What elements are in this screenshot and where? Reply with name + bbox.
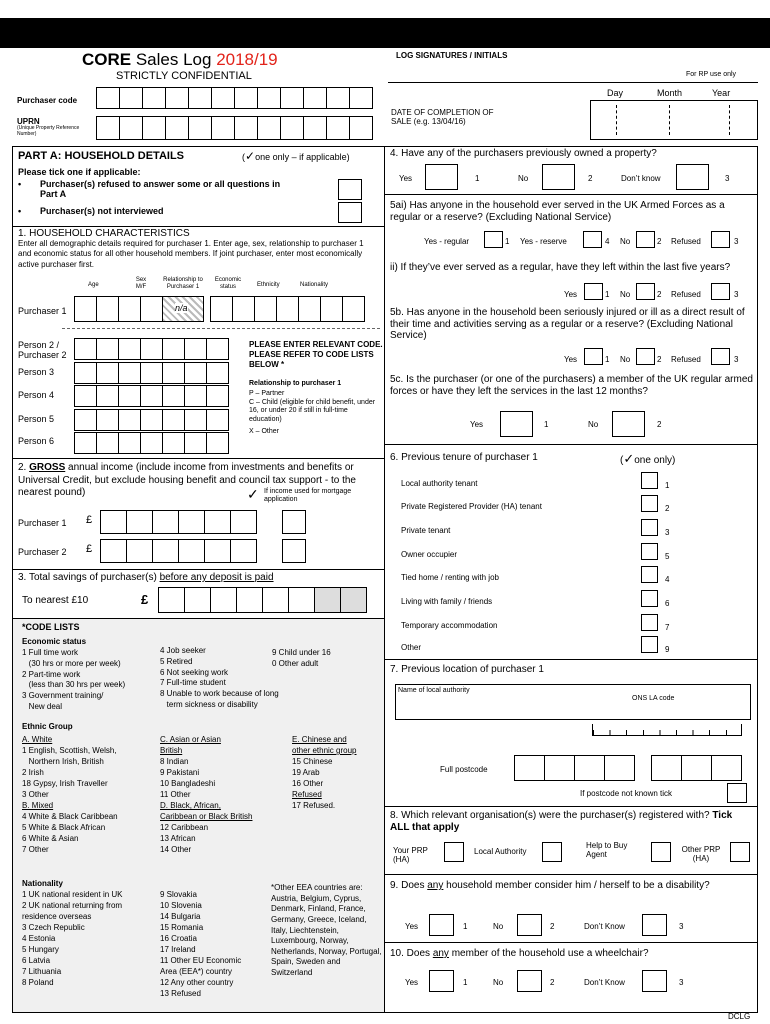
q5c-box-2[interactable] [612,411,645,437]
q9-no: No [493,922,504,931]
q6-option-code: 2 [665,504,670,513]
q5aii-box-3[interactable] [711,283,730,300]
q8-la-box[interactable] [542,842,562,862]
s1-title: 1. HOUSEHOLD CHARACTERISTICS [18,228,190,239]
nat-col-b: 9 Slovakia 10 Slovenia 14 Bulgaria 15 Romania 16 Croatia 17 Ireland 11 Other EU Economic Area (EEA*) country 12 Any other country 13 Refused [160,890,242,999]
q5ai-box-4[interactable] [583,231,602,248]
mortgage-note: If income used for mortgage application [264,488,352,504]
q7-not-known: If postcode not known tick [580,789,673,798]
person6-label: Person 6 [18,436,55,446]
q8-tick-all: Tick ALL that apply [390,810,733,833]
q4-dk: Don’t know [621,174,661,183]
purchaser-code-label: Purchaser code [17,96,78,105]
q6-option-checkbox[interactable] [641,519,658,536]
title-core: CORE [82,50,132,69]
s3-title-underline: before any deposit is paid [159,572,274,583]
q9-box-2[interactable] [517,914,542,936]
q5c-n1: 1 [544,420,549,429]
bullet-1: • [18,179,22,189]
uprn-label: UPRN [17,117,40,126]
q6-option-checkbox[interactable] [641,614,658,631]
person4-row[interactable] [74,385,229,407]
q5ai-box-2[interactable] [636,231,655,248]
q6-option-checkbox[interactable] [641,636,658,653]
date-completion-label: DATE OF COMPLETION OF SALE (e.g. 13/04/16) [391,108,494,127]
q8-other-box[interactable] [730,842,750,862]
q7-ons: ONS LA code [632,695,675,702]
q5b-title: 5b. Has anyone in the household been seriously injured or ill as a direct result of their time and activities serving as a regular or a reserve? (Excluding National Service) [390,307,745,341]
q6-option-code: 5 [665,552,670,561]
q6-option-label: Owner occupier [401,550,458,559]
q9-n3: 3 [679,922,684,931]
q5ai-n3: 3 [734,237,739,246]
q5b-n2: 2 [657,355,662,364]
s3-title: 3. Total savings of purchaser(s) before any deposit is paid [18,572,274,583]
econ-col2: 4 Job seeker 5 Retired 6 Not seeking work 7 Full-time student 8 Unable to work because of long term sickness or disability [160,646,279,709]
s1-intro: Enter all demographic details required for purchaser 1. Enter age, sex, relationship to purchaser 1 and economic status for all other household members. If joint purchaser, enter most economically active purchaser first. [18,239,364,269]
q10-no: No [493,978,504,987]
q8-prp-box[interactable] [444,842,464,862]
q7-postcode-input-1[interactable] [514,755,635,781]
header-band [0,18,770,48]
na-text: n/a [175,303,188,313]
econ-col1: 1 Full time work (30 hrs or more per week) 2 Part-time work (less than 30 hrs per week) 3 Government training/ New deal [22,648,126,711]
q6-title: 6. Previous tenure of purchaser 1 [390,452,538,463]
q10-n3: 3 [679,978,684,987]
s2-p2-income[interactable] [100,539,257,563]
person2-row[interactable] [74,338,229,360]
s3-pound: £ [141,592,149,607]
q4-box-3[interactable] [676,164,709,190]
q4-n2: 2 [588,174,593,183]
q5ai-title: 5ai) Has anyone in the household ever served in the UK Armed Forces as a regular or a reserve? (Excluding National Service) [390,200,725,223]
col-rel: Relationship to Purchaser 1 [163,277,203,290]
q5b-yes: Yes [564,355,578,364]
s2-p1-label: Purchaser 1 [18,518,67,528]
person5-label: Person 5 [18,414,55,424]
strictly-confidential: STRICTLY CONFIDENTIAL [116,70,252,82]
q6-option-checkbox[interactable] [641,566,658,583]
s3-nearest: To nearest £10 [22,595,89,606]
q5ai-reg: Yes - regular [424,237,470,246]
nat-col-a: 1 UK national resident in UK 2 UK national returning from residence overseas 3 Czech Republic 4 Estonia 5 Hungary 6 Latvia 7 Lithuania 8 Poland [22,890,123,988]
code-lists-title: *CODE LISTS [22,622,80,632]
s3-savings-input[interactable] [158,587,367,613]
person6-row[interactable] [74,432,229,454]
purchaser1-row[interactable] [74,296,163,322]
q4-n3: 3 [725,174,730,183]
q5b-box-2[interactable] [636,348,655,365]
purchaser1-row-2[interactable] [210,296,365,322]
q6-option-code: 1 [665,481,670,490]
q5aii-n1: 1 [605,290,610,299]
gross-text: GROSS [29,462,66,473]
person5-row[interactable] [74,409,229,431]
q4-no: No [518,174,529,183]
nat-title: Nationality [22,879,63,888]
col-age: Age [88,282,99,288]
q5ai-n1: 1 [505,237,510,246]
s2-p1-mortgage-box[interactable] [282,510,306,534]
q5b-n1: 1 [605,355,610,364]
q6-option-label: Private tenant [401,526,451,535]
purchaser-code-boxes[interactable] [96,87,373,109]
q5c-no: No [588,420,599,429]
q4-yes: Yes [399,174,413,183]
q6-option-code: 4 [665,575,670,584]
q6-option-label: Temporary accommodation [401,621,498,630]
s2-title-rest: annual income (include income from investments and benefits or Universal Credit, but exclude housing benefit and council tax support - to the nearest pound) [18,462,356,498]
q6-option-checkbox[interactable] [641,472,658,489]
q5b-n3: 3 [734,355,739,364]
q4-title: 4. Have any of the purchasers previously owned a property? [390,148,657,159]
eth-col-e: E. Chinese and other ethnic group 15 Chinese 19 Arab 16 Other Refused 17 Refused. [292,735,357,811]
na-box [162,296,204,322]
s2-p2-mortgage-box[interactable] [282,539,306,563]
q5aii-n3: 3 [734,290,739,299]
not-interviewed-checkbox[interactable] [338,202,362,223]
q10-n1: 1 [463,978,468,987]
q10-dk: Don’t Know [584,978,625,987]
q5ai-res: Yes - reserve [520,237,567,246]
q7-ons-code-input[interactable] [592,724,742,736]
q5ai-n2: 2 [657,237,662,246]
q4-box-2[interactable] [542,164,575,190]
q8-htb-box[interactable] [651,842,671,862]
q5ai-box-1[interactable] [484,231,503,248]
q5ai-box-3[interactable] [711,231,730,248]
q6-option-code: 7 [665,623,670,632]
q8-title: 8. Which relevant organisation(s) were the purchaser(s) registered with? Tick ALL that apply [390,810,733,833]
q6-option-label: Tied home / renting with job [401,573,499,582]
q8-la: Local Authority [474,847,527,856]
uprn-boxes[interactable] [96,116,373,140]
s2-p1-pound: £ [86,514,93,526]
q9-yes: Yes [405,922,419,931]
q5ai-ref: Refused [671,237,701,246]
q10-any: any [432,948,449,959]
q5c-yes: Yes [470,420,484,429]
q6-option-label: Local authority tenant [401,479,478,488]
q5ai-n4: 4 [605,237,610,246]
form-title [82,50,278,70]
econ-col3: 9 Child under 16 0 Other adult [272,648,331,668]
q5aii-title: ii) If they’ve ever served as a regular, have they left within the last five years? [390,262,731,273]
q5ai-no: No [620,237,631,246]
q5aii-yes: Yes [564,290,578,299]
q9-n1: 1 [463,922,468,931]
col-sex: Sex M/F [135,277,147,290]
opt-refused: Purchaser(s) refused to answer some or all questions in Part A [40,179,281,200]
footer-dclg: DCLG [728,1012,751,1021]
title-year: 2018/19 [216,50,278,69]
q10-box-1[interactable] [429,970,454,992]
title-rest: Sales Log [131,50,217,69]
refused-checkbox[interactable] [338,179,362,200]
please-enter-code: PLEASE ENTER RELEVANT CODE. PLEASE REFER TO CODE LISTS BELOW * [249,340,383,369]
q6-option-code: 3 [665,528,670,537]
opt-not-interviewed: Purchaser(s) not interviewed [40,206,164,216]
q5aii-no: No [620,290,631,299]
day-label: Day [607,88,624,98]
q6-tick-icon: ✓ [623,451,635,466]
q10-box-2[interactable] [517,970,542,992]
q10-box-3[interactable] [642,970,667,992]
uprn-sub: (Unique Property Reference Number) [17,125,80,137]
q6-option-code: 6 [665,599,670,608]
log-signatures: LOG SIGNATURES / INITIALS [396,51,508,60]
q9-dk: Don’t Know [584,922,625,931]
s2-p2-label: Purchaser 2 [18,547,67,557]
q5aii-ref: Refused [671,290,701,299]
q8-htb: Help to Buy Agent [586,841,628,860]
q8-other: Other PRP (HA) [681,845,721,864]
q6-option-checkbox[interactable] [641,590,658,607]
month-label: Month [657,88,683,98]
rel-title: Relationship to purchaser 1 [249,380,342,387]
q5aii-n2: 2 [657,290,662,299]
col-nat: Nationality [300,282,329,288]
q9-box-3[interactable] [642,914,667,936]
rel-p: P – Partner [249,390,285,397]
econ-title: Economic status [22,637,87,646]
year-label: Year [712,88,731,98]
q6-option-code: 9 [665,645,670,654]
person3-row[interactable] [74,362,229,384]
q10-yes: Yes [405,978,419,987]
q7-postcode-input-2[interactable] [651,755,742,781]
q9-title: 9. Does any household member consider him / herself to be a disability? [390,880,710,891]
date-completion-input[interactable] [590,100,758,140]
q5c-box-1[interactable] [500,411,533,437]
q6-option-label: Other [401,643,422,652]
q10-title: 10. Does any member of the household use a wheelchair? [390,948,649,959]
purchaser1-label: Purchaser 1 [18,306,67,316]
q5c-n2: 2 [657,420,662,429]
q4-box-1[interactable] [425,164,458,190]
s2-p2-pound: £ [86,543,93,555]
q5b-box-1[interactable] [584,348,603,365]
rel-x: X – Other [249,428,279,435]
tick-icon: ✓ [245,149,256,163]
please-tick: Please tick one if applicable: [18,167,141,177]
for-rp-use: For RP use only [686,71,737,78]
q9-n2: 2 [550,922,555,931]
mortgage-tick-icon: ✓ [247,486,259,502]
q5aii-box-1[interactable] [584,283,603,300]
q6-option-label: Private Registered Provider (HA) tenant [401,502,542,511]
q7-not-known-box[interactable] [727,783,747,803]
q5aii-box-2[interactable] [636,283,655,300]
s2-p1-income[interactable] [100,510,257,534]
bullet-2: • [18,206,22,216]
rel-c: C – Child (eligible for child benefit, under 16, or under 20 if still in full-time education) [249,399,376,423]
part-a-title: PART A: HOUSEHOLD DETAILS [18,150,185,162]
q7-title: 7. Previous location of purchaser 1 [390,664,544,675]
q6-option-checkbox[interactable] [641,495,658,512]
person4-label: Person 4 [18,390,55,400]
q10-n2: 2 [550,978,555,987]
part-a-tick-note: (✓one only – if applicable) [242,149,350,163]
q8-prp: Your PRP (HA) [393,846,428,865]
q6-option-label: Living with family / friends [401,597,493,606]
person2-label: Person 2 / Purchaser 2 [18,340,67,361]
q5b-box-3[interactable] [711,348,730,365]
q6-one-only: (✓one only) [620,451,676,466]
q9-box-1[interactable] [429,914,454,936]
q9-any: any [427,880,444,891]
q5b-no: No [620,355,631,364]
s2-title: 2. GROSS annual income (include income from investments and benefits or Universal Credit, but exclude housing benefit and council tax support - to the nearest pound) [18,462,356,498]
q6-option-checkbox[interactable] [641,543,658,560]
eth-col-a: A. White 1 English, Scottish, Welsh, Northern Irish, British 2 Irish 18 Gypsy, Irish Traveller 3 Other B. Mixed 4 White & Black Caribbean 5 White & Black African 6 White & Asian 7 Other [22,735,118,855]
q5b-ref: Refused [671,355,701,364]
col-econ: Economic status [214,277,242,290]
q7-la-name: Name of local authority [398,687,470,694]
q5c-title: 5c. Is the purchaser (or one of the purchasers) a member of the UK regular armed forces or have they left the services in the last 12 months? [390,374,753,397]
q7-postcode: Full postcode [440,765,488,774]
nat-eea-note: *Other EEA countries are: Austria, Belgium, Cyprus, Denmark, Finland, France, Germany, Greece, Iceland, Italy, Liechtenstein, Luxembourg, Norway, Netherlands, Norway, Portugal, Spain, Sweden and Switzerland [271,883,382,977]
eth-col-c: C. Asian or Asian British 8 Indian 9 Pakistani 10 Bangladeshi 11 Other D. Black, African, Caribbean or Black British 12 Caribbean 13 African 14 Other [160,735,253,855]
q4-n1: 1 [475,174,480,183]
person3-label: Person 3 [18,367,55,377]
col-eth: Ethnicity [257,282,280,288]
eth-title: Ethnic Group [22,722,73,731]
